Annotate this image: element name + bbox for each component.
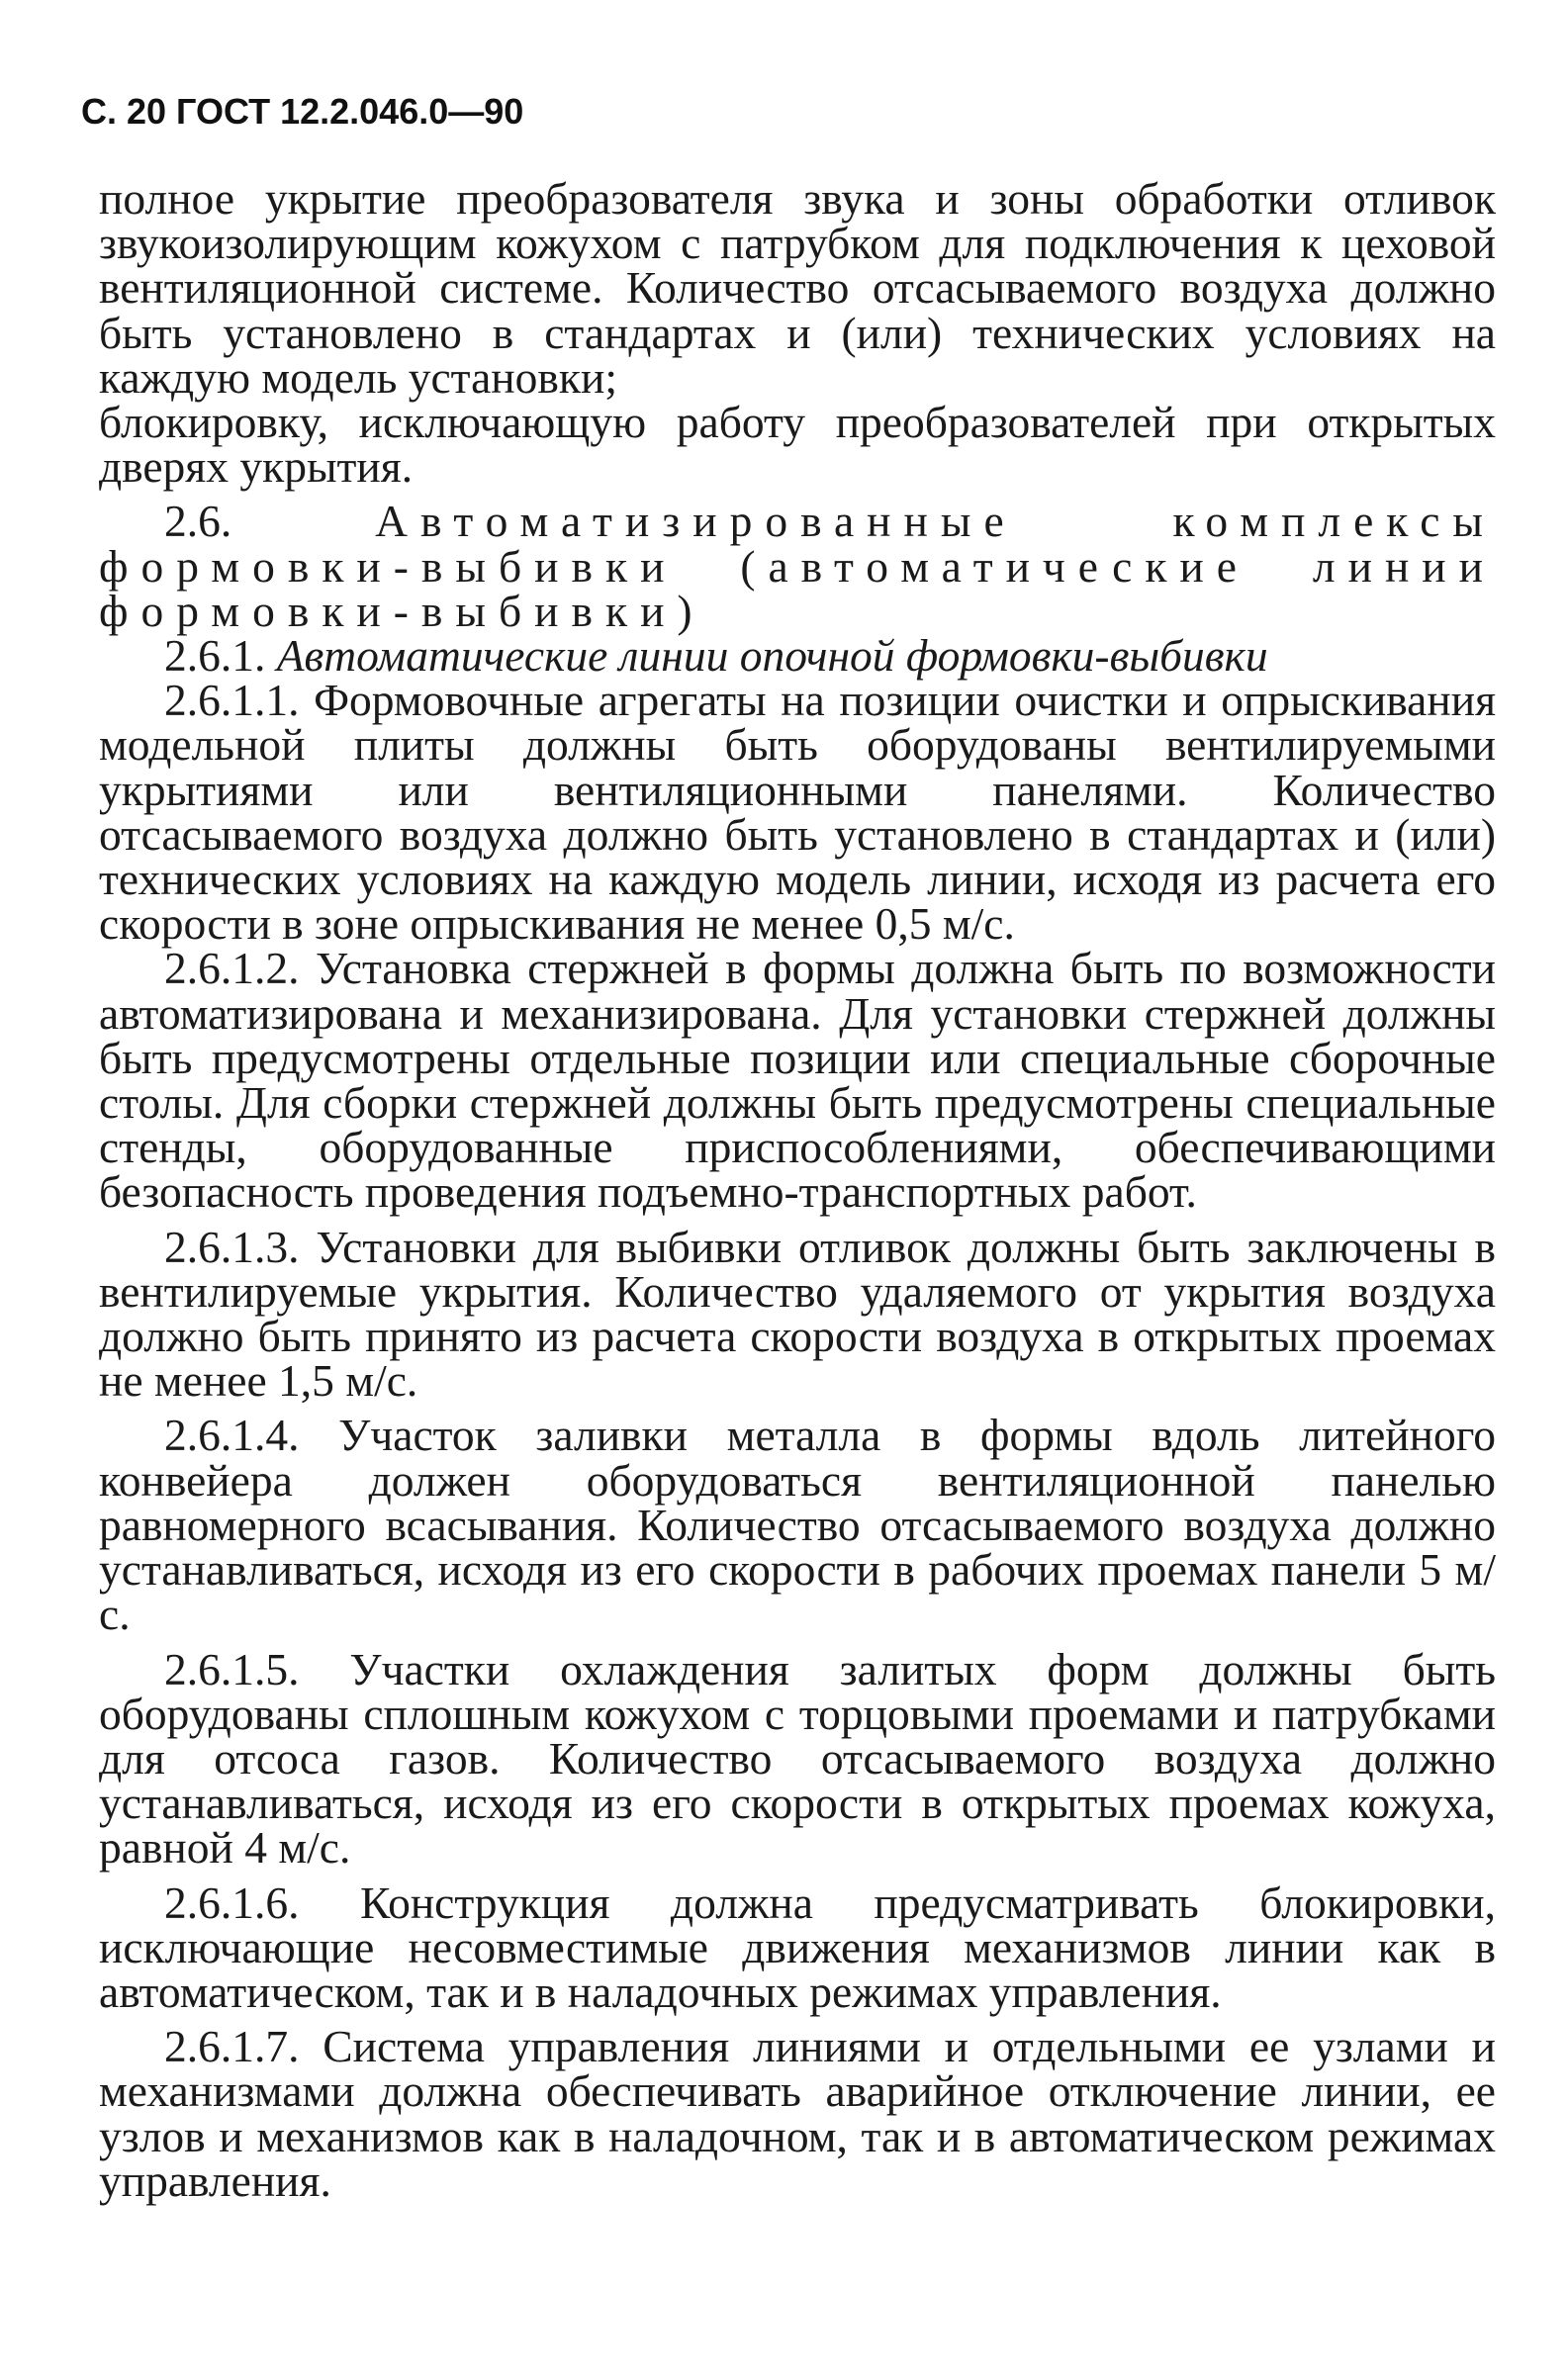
paragraph-2-6-1-5: 2.6.1.5. Участки охлаждения залитых форм должны быть оборудованы сплошным кожухом с торцовыми проемами и патрубками для отсоса газов. Количество отсасываемого воздуха должно устанавливаться, исходя из его скорости в открытых проемах кожуха, равной 4 м/с. xyxy=(99,1643,1496,1874)
paragraph: полное укрытие преобразователя звука и зоны обработки отливок звукоизолирующим кожухом с патрубком для подключения к цеховой вентиляционной системе. Количество отсасываемого воздуха должно быть установлено в стандартах и (или) технических условиях на каждую модель установки; xyxy=(99,173,1496,403)
section-title: Автоматические линии опочной формовки-выбивки xyxy=(276,630,1268,682)
section-number: 2.6. xyxy=(164,496,232,547)
page-header: С. 20 ГОСТ 12.2.046.0—90 xyxy=(81,91,524,132)
paragraph: блокировку, исключающую работу преобразователей при открытых дверях укрытия. xyxy=(99,397,1496,493)
paragraph-2-6-1-2: 2.6.1.2. Установка стержней в формы должна быть по возможности автоматизирована и механизирована. Для установки стержней должны быть предусмотрены отдельные позиции или специальные сборочные столы. Для сборки стержней должны быть предусмотрены специальные стенды, оборудованные приспособлениями, обеспечивающими безопасность проведения подъемно-транспортных работ. xyxy=(99,943,1496,1218)
section-heading-2-6 xyxy=(99,496,1496,636)
document-body xyxy=(99,173,1496,2206)
section-number: 2.6.1. xyxy=(164,630,266,682)
paragraph-2-6-1-1: 2.6.1.1. Формовочные агрегаты на позиции очистки и опрыскивания модельной плиты должны быть оборудованы вентилируемыми укрытиями или вентиляционными панелями. Количество отсасываемого воздуха должно быть установлено в стандартах и (или) технических условиях на каждую модель линии, исходя из расчета его скорости в зоне опрыскивания не менее 0,5 м/с. xyxy=(99,675,1496,950)
paragraph-2-6-1-4: 2.6.1.4. Участок заливки металла в формы вдоль литейного конвейера должен оборудоваться вентиляционной панелью равномерного всасывания. Количество отсасываемого воздуха должно устанавливаться, исходя из его скорости в рабочих проемах панели 5 м/с. xyxy=(99,1410,1496,1640)
section-title: Автоматизированные комплексы формовки-выбивки (автоматические линии формовки-выбивки) xyxy=(99,496,1496,636)
subsection-heading-2-6-1 xyxy=(99,630,1496,682)
paragraph-2-6-1-3: 2.6.1.3. Установки для выбивки отливок должны быть заключены в вентилируемые укрытия. Количество удаляемого от укрытия воздуха должно быть принято из расчета скорости воздуха в открытых проемах не менее 1,5 м/с. xyxy=(99,1221,1496,1407)
paragraph-2-6-1-7: 2.6.1.7. Система управления линиями и отдельными ее узлами и механизмами должна обеспечивать аварийное отключение линии, ее узлов и механизмов как в наладочном, так и в автоматическом режимах управления. xyxy=(99,2021,1496,2206)
paragraph-2-6-1-6: 2.6.1.6. Конструкция должна предусматривать блокировки, исключающие несовместимые движения механизмов линии как в автоматическом, так и в наладочных режимах управления. xyxy=(99,1876,1496,2017)
